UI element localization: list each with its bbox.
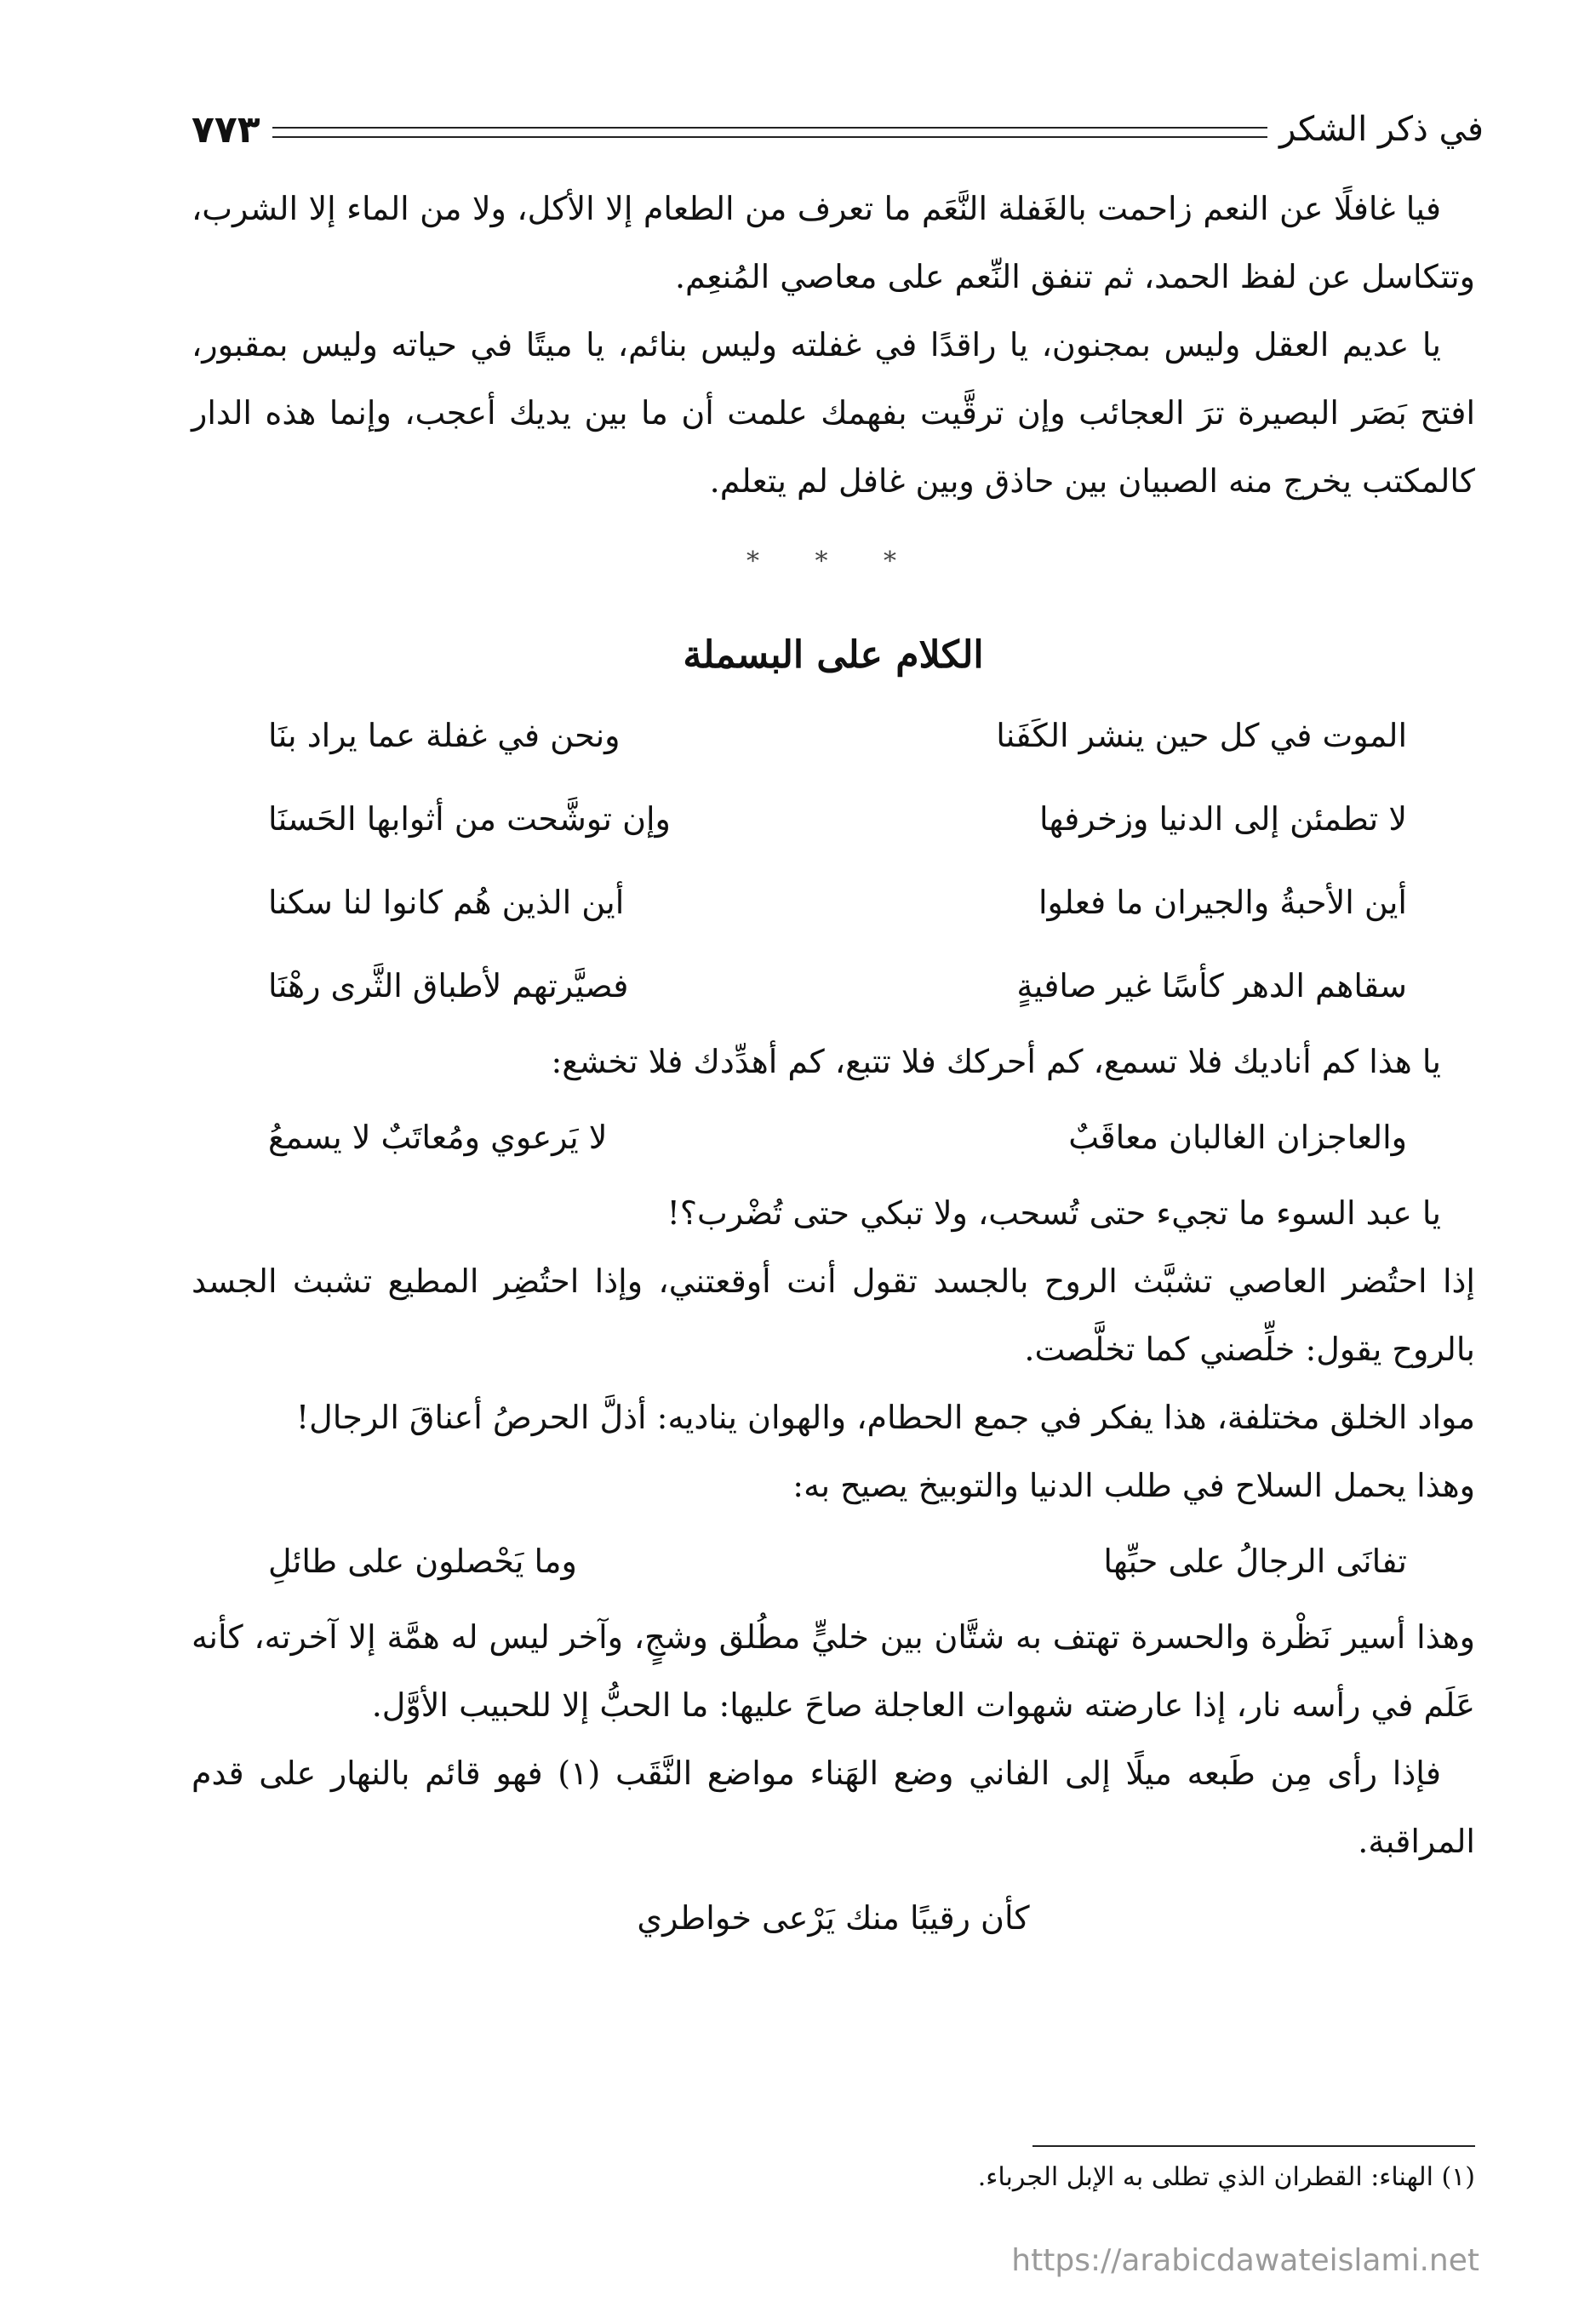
- verse-second-hemistich: وما يَحْصلون على طائلِ: [268, 1543, 577, 1580]
- page-body: [192, 175, 1475, 1961]
- paragraph-7: وهذا يحمل السلاح في طلب الدنيا والتوبيخ يصيح به:: [792, 1467, 1475, 1504]
- verse-first-hemistich: لا تطمئن إلى الدنيا وزخرفها: [1038, 800, 1407, 838]
- verse-second-hemistich: ونحن في غفلة عما يراد بنَا: [268, 717, 621, 754]
- verse-second-hemistich: أين الذين هُم كانوا لنا سكنا: [268, 884, 625, 921]
- paragraph-1: فيا غافلًا عن النعم زاحمت بالغَفلة النَّعَم ما تعرف من الطعام إلا الأكل، ولا من الماء إلا الشرب، وتتكاسل عن لفظ الحمد، ثم تنفق النِّعم على معاصي المُنعِم.: [192, 190, 1475, 295]
- paragraph-9: فإذا رأى مِن طَبعه ميلًا إلى الفاني وضع الهَناء مواضع النَّقَب (١) فهو قائم بالنهار على قدم المراقبة.: [192, 1754, 1475, 1860]
- paragraph-2: يا عديم العقل وليس بمجنون، يا راقدًا في غفلته وليس بنائم، يا ميتًا في حياته وليس بمقبور، افتح بَصَر البصيرة ترَ العجائب وإن ترقَّيت بفهمك علمت أن ما بين يديك أعجب، وإنما هذه الدار كالمكتب يخرج منه الصبيان بين حاذق وبين غافل لم يتعلم.: [192, 326, 1475, 500]
- verse-line: [192, 777, 1475, 861]
- verse-first-hemistich: والعاجزان الغالبان معاقَبٌ: [1068, 1119, 1407, 1156]
- section-heading: الكلام على البسملة: [683, 633, 984, 677]
- verse-first-hemistich: الموت في كل حين ينشر الكَفَنا: [996, 717, 1407, 754]
- paragraph-6: مواد الخلق مختلفة، هذا يفكر في جمع الحطام، والهوان يناديه: أذلَّ الحرصُ أعناقَ الرجال!: [295, 1399, 1475, 1436]
- header-double-rule: [272, 127, 1267, 138]
- page-number: ٧٧٣: [192, 107, 260, 152]
- verse-line: [192, 694, 1475, 777]
- paragraph-8: وهذا أسير نَظْرة والحسرة تهتف به شتَّان بين خليٍّ مطُلق وشجٍ، وآخر ليس له همَّة إلا آخرته، كأنه عَلَم في رأسه نار، إذا عارضته شهوات العاجلة صاحَ عليها: ما الحبُّ إلا للحبيب الأوَّل.: [192, 1618, 1475, 1724]
- page-header: [192, 104, 1484, 155]
- running-head: في ذكر الشكر: [1279, 110, 1484, 149]
- paragraph-4: يا عبد السوء ما تجيء حتى تُسحب، ولا تبكي حتى تُضْرب؟!: [666, 1194, 1441, 1232]
- verse-line: [192, 1520, 1475, 1603]
- verse-first-hemistich: سقاهم الدهر كأسًا غير صافيةٍ: [1016, 967, 1407, 1005]
- paragraph-5: إذا احتُضر العاصي تشبَّث الروح بالجسد تقول أنت أوقعتني، وإذا احتُضِر المطيع تشبث الجسد بالروح يقول: خلِّصني كما تخلَّصت.: [192, 1262, 1475, 1368]
- verse-second-hemistich: فصيَّرتهم لأطباق الثَّرى رهْنَا: [268, 967, 629, 1005]
- verse-first-hemistich: أين الأحبةُ والجيران ما فعلوا: [1038, 884, 1407, 921]
- verse-second-hemistich: لا يَرعوي ومُعاتَبٌ لا يسمعُ: [268, 1119, 608, 1156]
- footnote-separator: [1032, 2145, 1475, 2147]
- paragraph-3: يا هذا كم أناديك فلا تسمع، كم أحركك فلا تتبع، كم أهدِّدك فلا تخشع:: [551, 1043, 1441, 1080]
- verse-first-hemistich: تفانَى الرجالُ على حبِّها: [1103, 1543, 1407, 1580]
- verse-line: [192, 1096, 1475, 1179]
- source-watermark: https://arabicdawateislami.net: [1011, 2243, 1479, 2278]
- verse-line: [192, 861, 1475, 944]
- verse-second-hemistich: وإن توشَّحت من أثوابها الحَسنَا: [268, 800, 671, 838]
- footnote: (١) الهناء: القطران الذي تطلى به الإبل الجرباء.: [977, 2162, 1475, 2192]
- verse-single-hemistich: كأن رقيبًا منك يَرْعى خواطري: [637, 1899, 1030, 1937]
- verse-line: [192, 944, 1475, 1027]
- section-divider-stars: * * *: [746, 547, 921, 576]
